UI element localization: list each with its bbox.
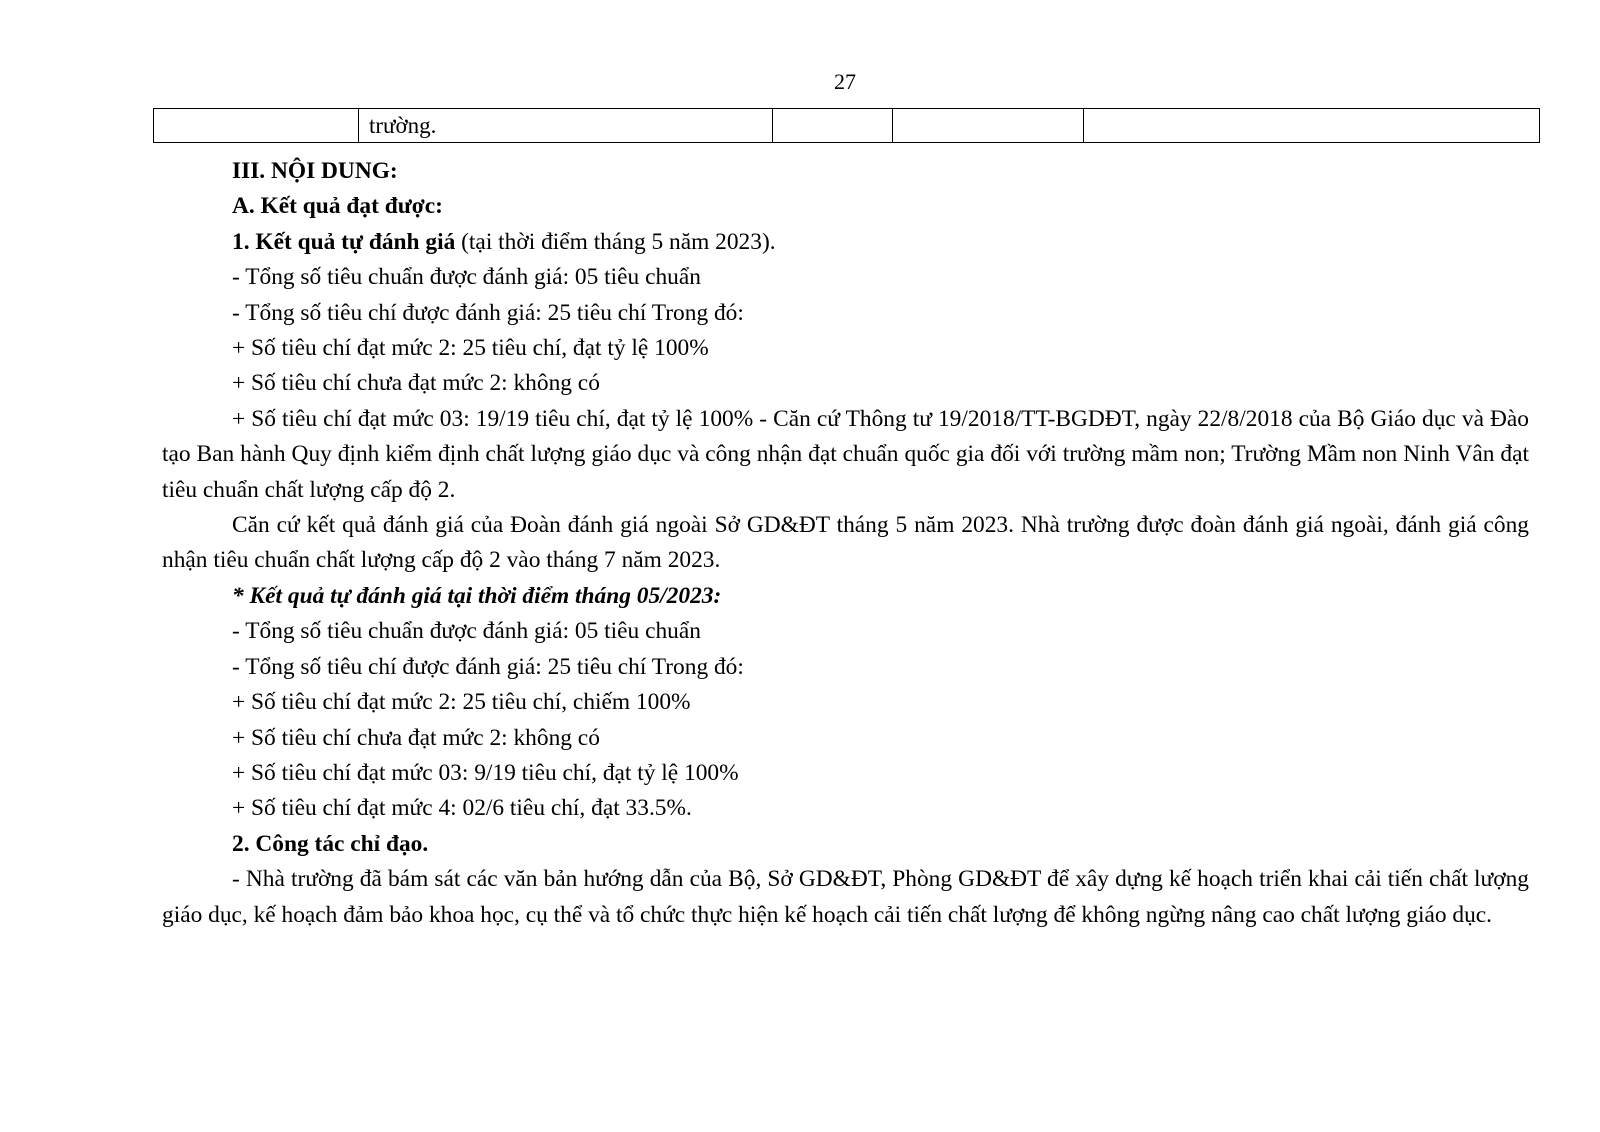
item-2-heading: 2. Công tác chỉ đạo.	[232, 830, 429, 857]
document-body	[162, 154, 1529, 933]
paragraph: + Số tiêu chí đạt mức 4: 02/6 tiêu chí, đạt 33.5%.	[232, 795, 692, 822]
table-cell	[154, 109, 359, 143]
table-cell	[893, 109, 1084, 143]
page-number: 27	[834, 69, 856, 94]
subsection-heading-a: A. Kết quả đạt được:	[232, 193, 443, 220]
table-row	[154, 109, 1540, 143]
paragraph: + Số tiêu chí chưa đạt mức 2: không có	[232, 724, 600, 751]
paragraph: Căn cứ kết quả đánh giá của Đoàn đánh giá ngoài Sở GD&ĐT tháng 5 năm 2023. Nhà trường được đoàn đánh giá ngoài, đánh giá công nhận tiêu chuẩn chất lượng cấp độ 2 vào tháng 7 năm 2023.	[162, 512, 1529, 574]
paragraph: - Tổng số tiêu chuẩn được đánh giá: 05 tiêu chuẩn	[232, 618, 701, 645]
self-assessment-heading: * Kết quả tự đánh giá tại thời điểm tháng 05/2023:	[232, 582, 722, 609]
paragraph: - Tổng số tiêu chí được đánh giá: 25 tiêu chí Trong đó:	[232, 653, 744, 680]
item-1-heading	[162, 225, 1529, 260]
paragraph: + Số tiêu chí đạt mức 2: 25 tiêu chí, đạt tỷ lệ 100%	[232, 335, 709, 362]
section-heading: III. NỘI DUNG:	[232, 158, 398, 184]
table-cell: trường.	[359, 109, 773, 143]
paragraph: + Số tiêu chí đạt mức 2: 25 tiêu chí, chiếm 100%	[232, 689, 691, 716]
paragraph: + Số tiêu chí chưa đạt mức 2: không có	[232, 370, 600, 397]
item-1-title: 1. Kết quả tự đánh giá	[232, 228, 456, 255]
paragraph: - Tổng số tiêu chuẩn được đánh giá: 05 tiêu chuẩn	[232, 264, 701, 291]
paragraph: - Tổng số tiêu chí được đánh giá: 25 tiêu chí Trong đó:	[232, 299, 744, 326]
paragraph: + Số tiêu chí đạt mức 03: 19/19 tiêu chí, đạt tỷ lệ 100% - Căn cứ Thông tư 19/2018/TT-BGDĐT, ngày 22/8/2018 của Bộ Giáo dục và Đào tạo Ban hành Quy định kiểm định chất lượng giáo dục và công nhận đạt chuẩn quốc gia đối với trường mầm non; Trường Mầm non Ninh Vân đạt tiêu chuẩn chất lượng cấp độ 2.	[162, 405, 1529, 503]
paragraph: + Số tiêu chí đạt mức 03: 9/19 tiêu chí, đạt tỷ lệ 100%	[232, 759, 739, 786]
table-cell	[773, 109, 893, 143]
table-cell	[1084, 109, 1540, 143]
table-fragment	[153, 108, 1540, 143]
item-1-note: (tại thời điểm tháng 5 năm 2023).	[455, 228, 776, 255]
paragraph: - Nhà trường đã bám sát các văn bản hướng dẫn của Bộ, Sở GD&ĐT, Phòng GD&ĐT để xây dựng kế hoạch triển khai cải tiến chất lượng giáo dục, kế hoạch đảm bảo khoa học, cụ thể và tổ chức thực hiện kế hoạch cải tiến chất lượng để không ngừng nâng cao chất lượng giáo dục.	[162, 866, 1529, 928]
